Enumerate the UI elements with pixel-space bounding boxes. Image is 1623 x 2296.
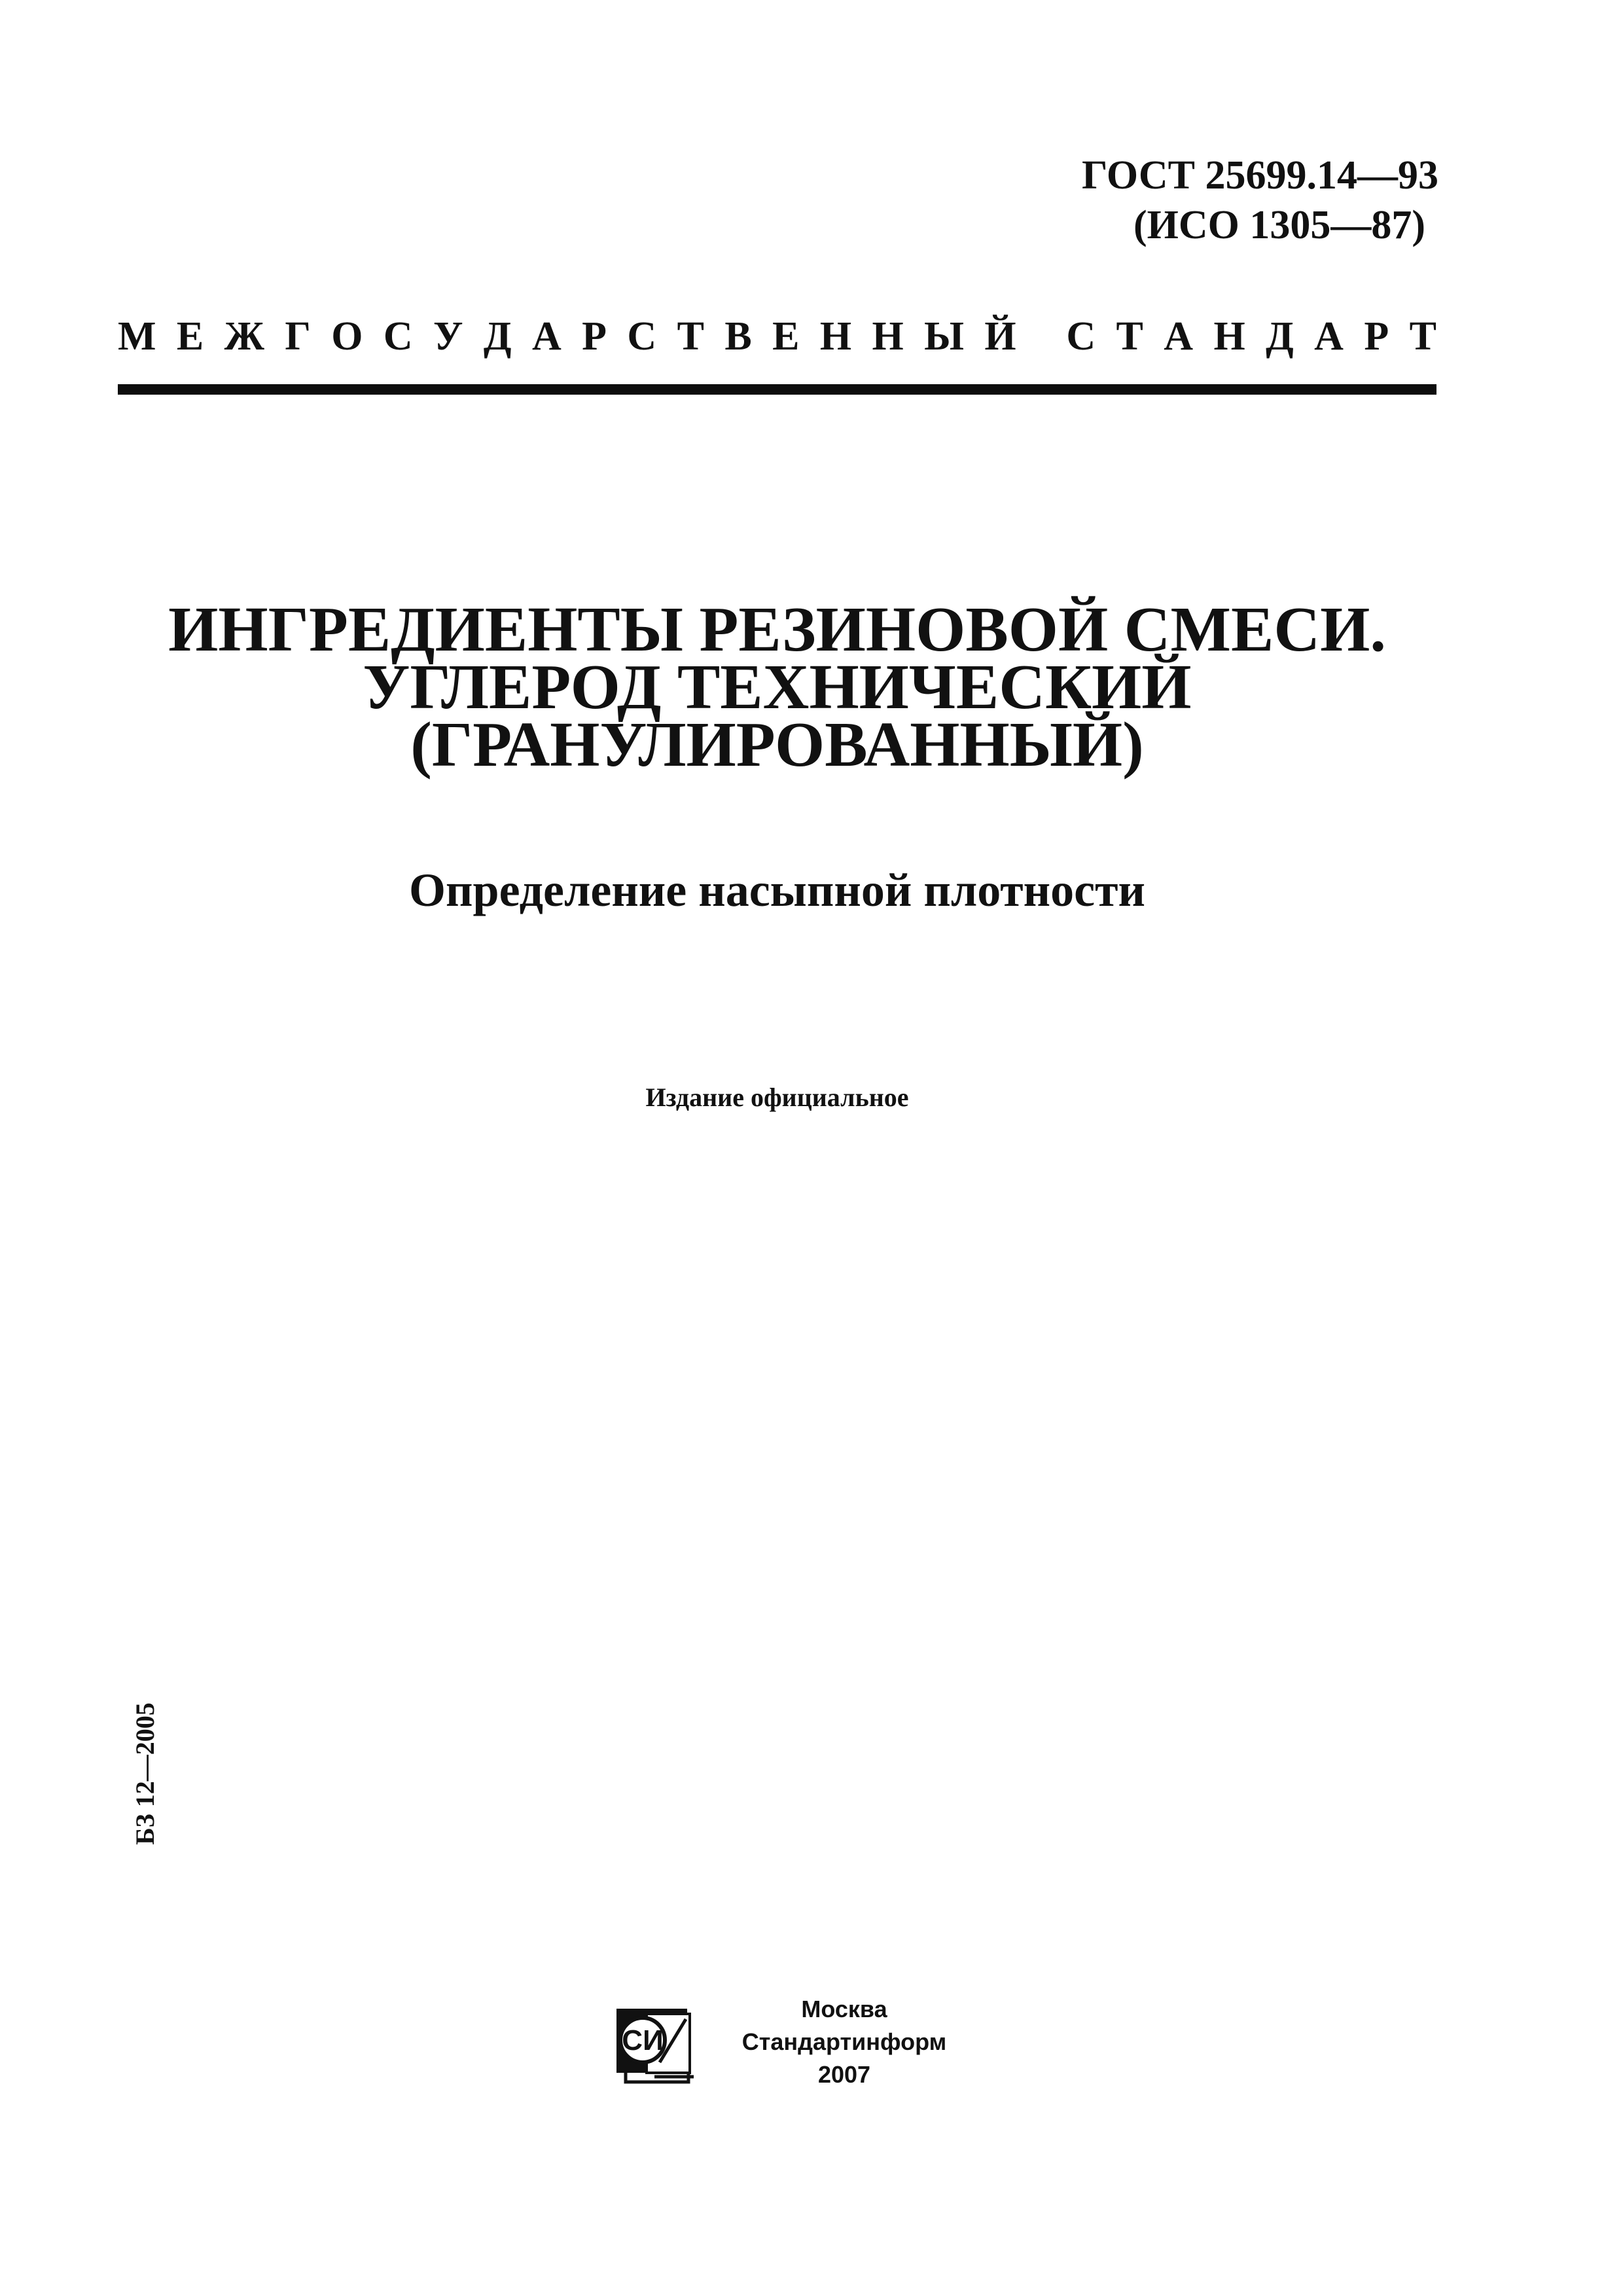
band-letter: М xyxy=(118,314,156,359)
band-letter: Д xyxy=(483,314,512,359)
header-rule xyxy=(118,384,1436,395)
band-letter: В xyxy=(724,314,752,359)
band-letter: А xyxy=(1314,314,1344,359)
band-letter: Н xyxy=(819,314,852,359)
band-letter: А xyxy=(1164,314,1194,359)
band-letter: Р xyxy=(582,314,607,359)
band-letter: Н xyxy=(872,314,904,359)
band-letter: Н xyxy=(1213,314,1245,359)
title-line-1: ИНГРЕДИЕНТЫ РЕЗИНОВОЙ СМЕСИ. xyxy=(168,594,1386,665)
side-code: БЗ 12—2005 xyxy=(130,1702,160,1845)
standard-category-band xyxy=(118,314,1436,359)
band-letter: Ы xyxy=(924,314,964,359)
title-line-3: (ГРАНУЛИРОВАННЫЙ) xyxy=(410,709,1144,780)
band-letter: Е xyxy=(176,314,204,359)
band-letter: А xyxy=(531,314,562,359)
logo-letters: СИ xyxy=(622,2024,664,2056)
band-letter: С xyxy=(383,314,413,359)
band-letter: Е xyxy=(772,314,800,359)
standartinform-logo-icon xyxy=(609,2000,705,2091)
document-subtitle: Определение насыпной плотности xyxy=(409,864,1145,916)
title-line-2: УГЛЕРОД ТЕХНИЧЕСКИЙ xyxy=(363,652,1192,723)
standard-number: ГОСТ 25699.14—93 xyxy=(1081,153,1438,198)
band-letter: Р xyxy=(1364,314,1389,359)
publisher-imprint xyxy=(733,1993,955,2091)
imprint-city: Москва xyxy=(801,1996,887,2022)
band-letter: С xyxy=(1066,314,1096,359)
document-title xyxy=(118,594,1436,780)
imprint-year: 2007 xyxy=(817,2061,871,2088)
imprint-publisher: Стандартинформ xyxy=(741,2028,947,2055)
iso-number: (ИСО 1305—87) xyxy=(1133,203,1425,247)
band-letter: Г xyxy=(285,314,311,359)
band-letter: Д xyxy=(1266,314,1294,359)
band-letter: О xyxy=(331,314,363,359)
band-letter: Т xyxy=(1409,314,1436,359)
band-letter: Й xyxy=(984,314,1016,359)
edition-note: Издание официальное xyxy=(645,1083,909,1112)
band-letter: У xyxy=(433,314,463,359)
band-letter: Ж xyxy=(224,314,264,359)
band-letter: Т xyxy=(677,314,704,359)
band-letter: Т xyxy=(1116,314,1143,359)
band-letter: С xyxy=(627,314,657,359)
